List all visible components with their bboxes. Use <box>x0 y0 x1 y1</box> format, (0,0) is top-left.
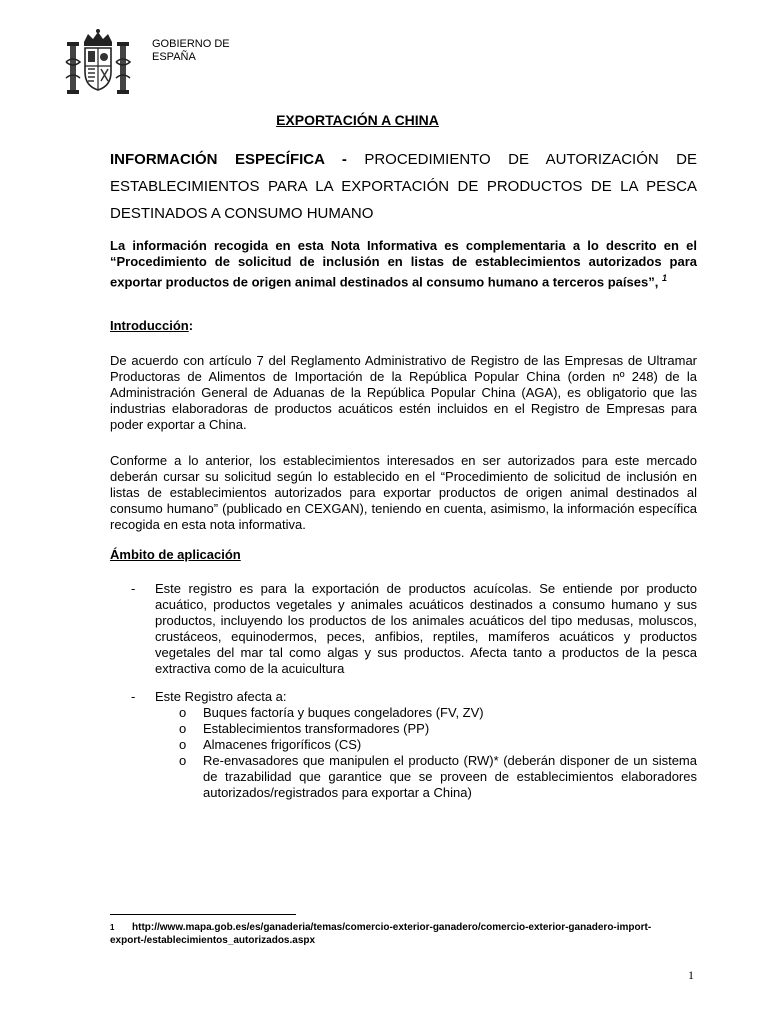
footnote <box>110 921 700 947</box>
bullet-dash-2: - <box>131 689 136 704</box>
list-item-text: Buques factoría y buques congeladores (FV, ZV) <box>203 705 484 720</box>
list-marker: o <box>179 753 187 768</box>
list-marker: o <box>179 737 187 752</box>
list-item <box>155 753 697 801</box>
list-item-text: Almacenes frigoríficos (CS) <box>203 737 362 752</box>
lead-paragraph <box>110 238 697 290</box>
footnote-divider <box>110 914 296 915</box>
footnote-reference[interactable]: 1 <box>661 273 667 283</box>
introduction-paragraph-1: De acuerdo con artículo 7 del Reglamento Administrativo de Registro de las Empresas de Ultramar Productoras de Alimentos de Importación de la República Popular China (orden nº 248) de la Administración General de Aduanas de la República Popular China (AGA), es obligatorio que las industrias elaboradoras de productos acuáticos estén incluidos en el Registro de Empresas para poder exportar a China. <box>110 353 697 432</box>
lead-text: La información recogida en esta Nota Informativa es complementaria a lo descrito en el “Procedimiento de solicitud de inclusión en listas de establecimientos autorizados para exportar productos de origen animal destinados al consumo humano a terceros países”, <box>110 238 697 290</box>
subheading-text: PROCEDIMIENTO DE AUTORIZACIÓN DE ESTABLECIMIENTOS PARA LA EXPORTACIÓN DE PRODUCTOS DE LA PESCA DESTINADOS A CONSUMO HUMANO <box>110 151 698 222</box>
introduction-paragraph-2: Conforme a lo anterior, los establecimientos interesados en ser autorizados para este mercado deberán cursar su solicitud según lo establecido en el “Procedimiento de solicitud de inclusión en listas de establecimientos autorizados para exportar productos de origen animal destinados al consumo humano” (publicado en CEXGAN), teniendo en cuenta, asimismo, la información específica recogida en esta nota informativa. <box>110 453 697 532</box>
subheading-label: INFORMACIÓN ESPECÍFICA - <box>110 151 347 168</box>
list-marker: o <box>179 705 187 720</box>
scope-sub-list <box>155 705 697 801</box>
bullet-dash-1: - <box>131 581 136 596</box>
subheading <box>110 146 697 227</box>
introduction-heading-text: Introducción <box>110 318 189 333</box>
scope-heading: Ámbito de aplicación <box>110 547 241 562</box>
footnote-link[interactable]: http://www.mapa.gob.es/es/ganaderia/temas/comercio-exterior-ganadero/comercio-exterior-ganadero-import-export-/establecimientos_autorizados.aspx <box>110 922 652 946</box>
spain-coat-of-arms-icon <box>64 28 132 100</box>
scope-bullet-1: Este registro es para la exportación de productos acuícolas. Se entiende por producto acuático, productos vegetales y animales acuáticos destinados a consumo humano y sus productos, incluyendo los productos de los animales acuáticos del tipo medusas, moluscos, crustáceos, equinodermos, peces, anfibios, reptiles, mamíferos acuáticos y productos vegetales del mar tal como algas y sus productos. Afecta tanto a productos de la pesca extractiva como de la acuicultura <box>155 581 697 676</box>
document-title: EXPORTACIÓN A CHINA <box>276 112 439 128</box>
introduction-heading-colon: : <box>188 318 194 333</box>
scope-bullet-2: Este Registro afecta a: <box>155 689 287 704</box>
government-line-1: GOBIERNO DE <box>152 38 230 50</box>
government-line-2: ESPAÑA <box>152 51 196 63</box>
list-item <box>155 721 697 737</box>
page-number: 1 <box>688 968 694 982</box>
list-marker: o <box>179 721 187 736</box>
government-label <box>152 38 230 64</box>
footnote-number: 1 <box>110 923 115 932</box>
list-item-text: Re-envasadores que manipulen el producto (RW)* (deberán disponer de un sistema de trazabilidad que garantice que se proveen de establecimientos elaboradores autorizados/registrados para exportar a China) <box>203 753 697 800</box>
list-item <box>155 705 697 721</box>
list-item <box>155 737 697 753</box>
list-item-text: Establecimientos transformadores (PP) <box>203 721 430 736</box>
introduction-heading <box>110 318 193 333</box>
